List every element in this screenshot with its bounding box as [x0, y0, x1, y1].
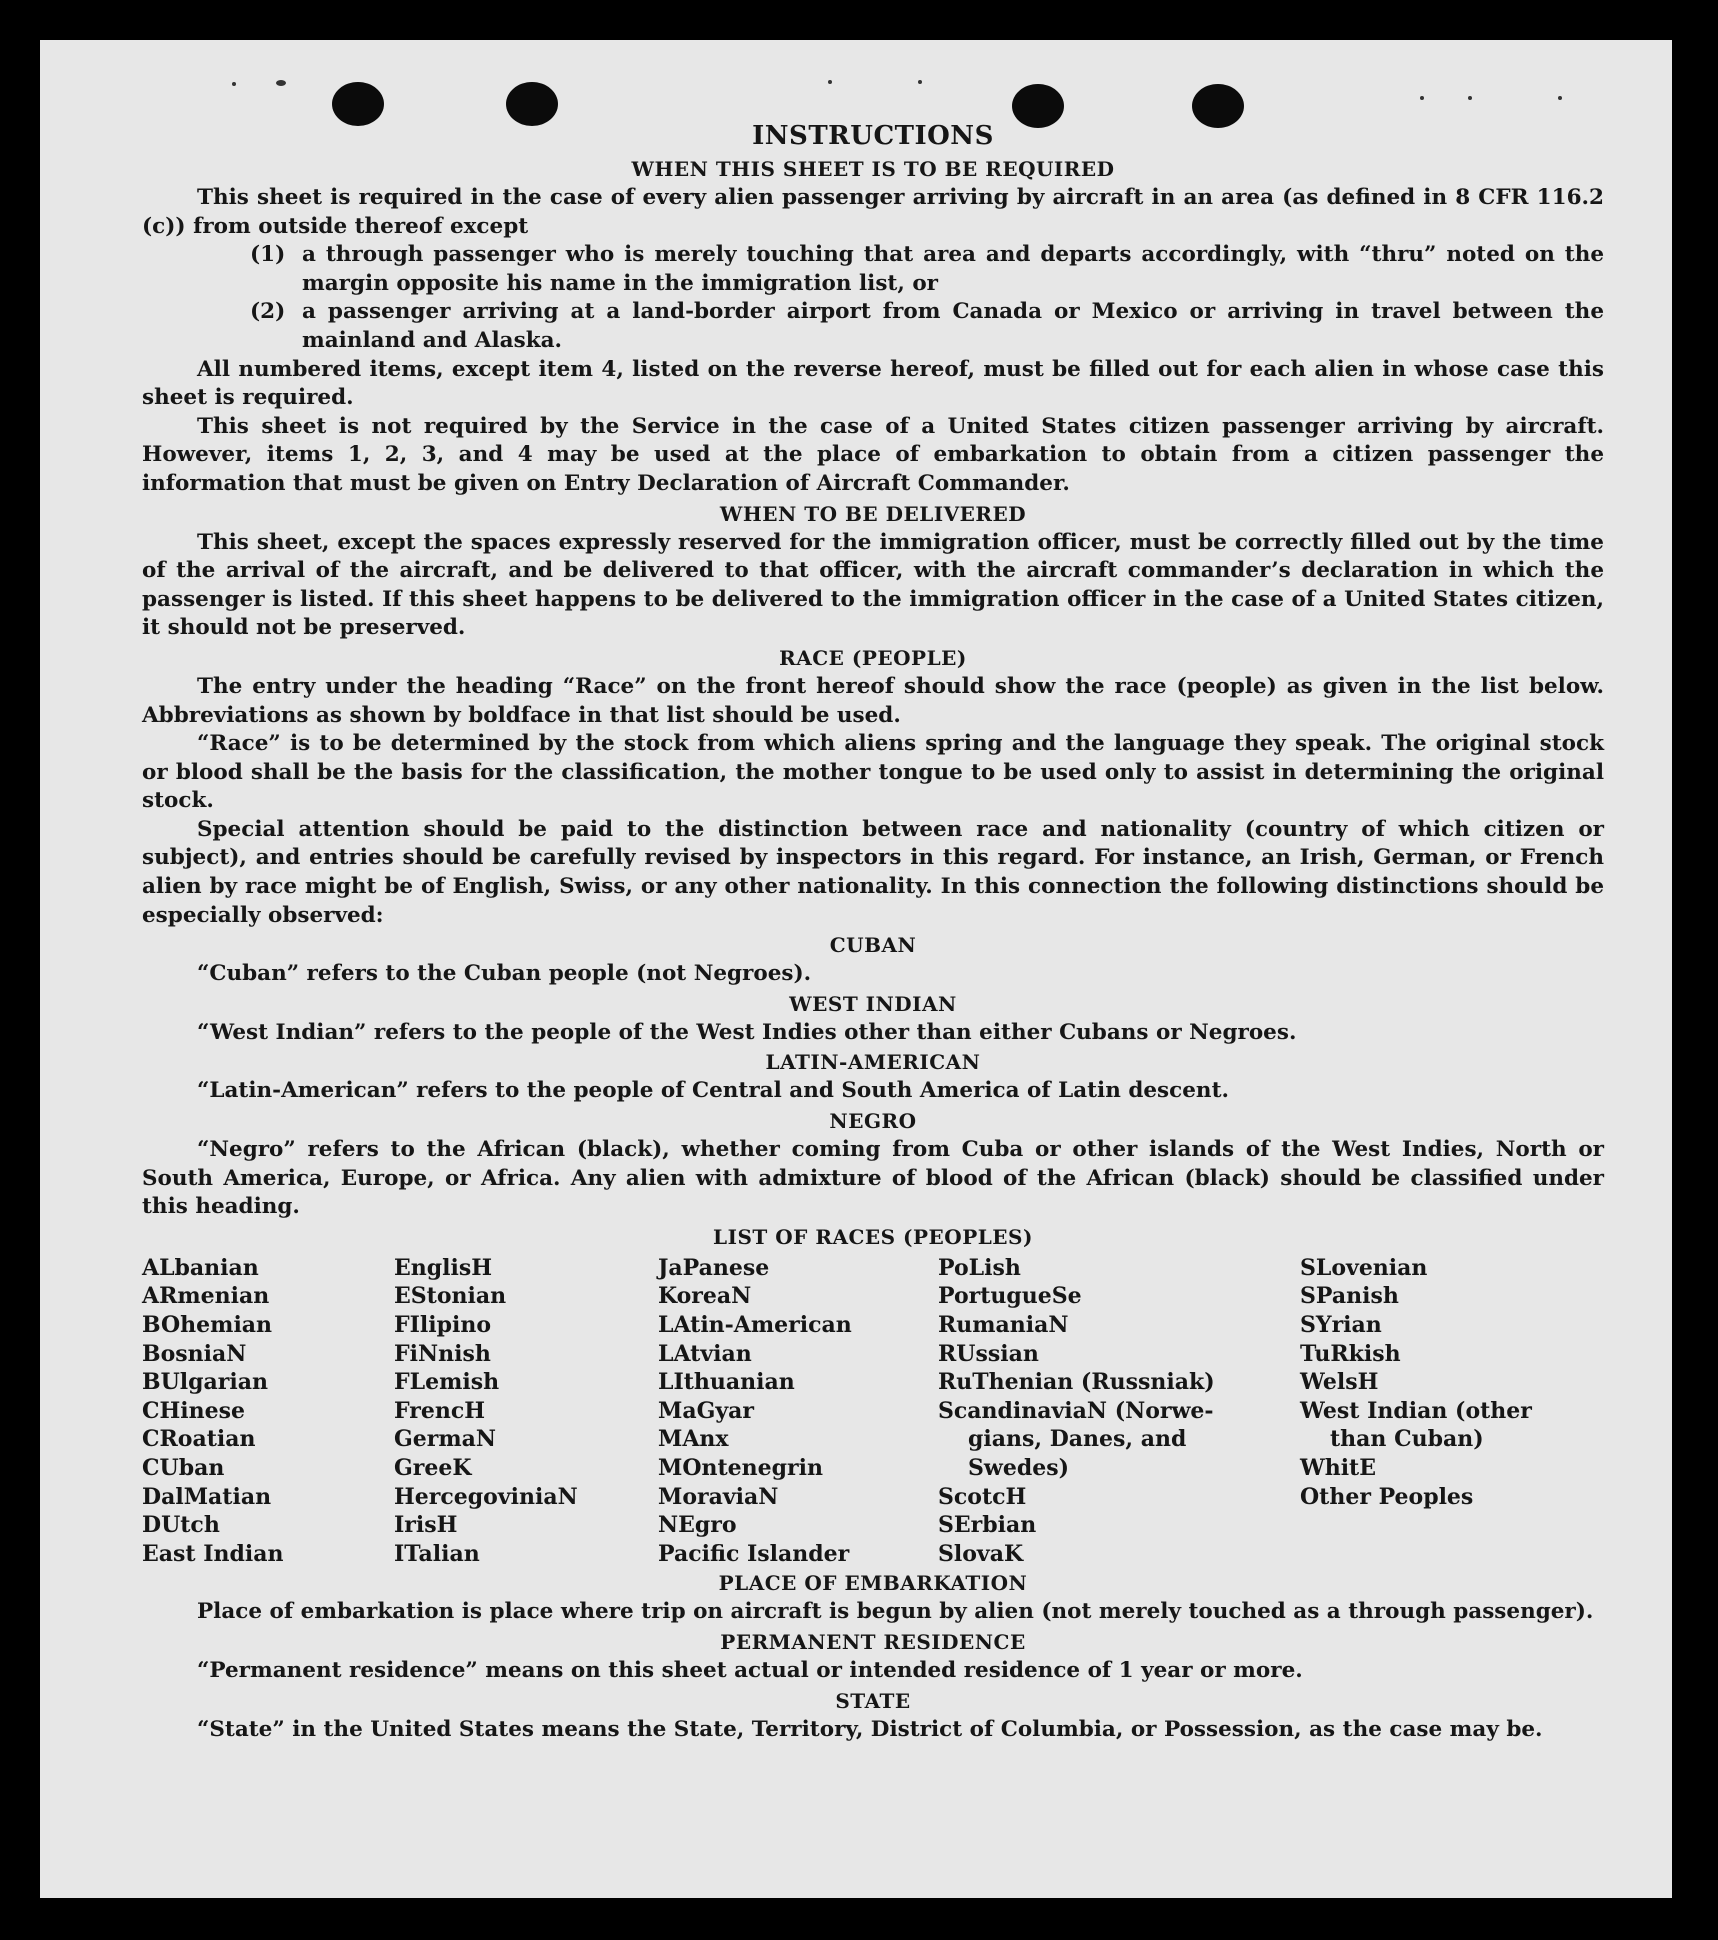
embarkation-text: Place of embarkation is place where trip on aircraft is begun by alien (not merely touched as a through passenger).: [197, 1599, 1594, 1625]
race-entry: BOhemian: [142, 1312, 273, 1338]
race-entry: BUlgarian: [142, 1369, 268, 1396]
race-entry: GreeK: [394, 1454, 472, 1481]
page-title: INSTRUCTIONS: [752, 121, 994, 151]
when-delivered-text: This sheet, except the spaces expressly reserved for the immigration officer, must be correctly filled out by the time of the arrival of the aircraft, and be delivered to that officer, with the aircraft commander’s declaration in which the passenger is listed. If this sheet happens to be delivered to the immigration officer in the case of a United States citizen, it should not be preserved.: [142, 529, 1604, 641]
when-required-para2: All numbered items, except item 4, listed on the reverse hereof, must be filled out for each alien in whose case this sheet is required.: [142, 356, 1604, 411]
speck: [276, 80, 286, 86]
heading-state: STATE: [835, 1688, 911, 1713]
heading-cuban: CUBAN: [829, 933, 917, 958]
race-entry: FiNnish: [394, 1340, 491, 1367]
speck: [1558, 96, 1562, 100]
race-entry: EnglisH: [394, 1254, 493, 1281]
heading-when-delivered: WHEN TO BE DELIVERED: [719, 501, 1027, 526]
race-entry: MAnx: [658, 1426, 729, 1453]
race-para3: Special attention should be paid to the distinction between race and nationality (country of which citizen or subject), and entries should be carefully revised by inspectors in this regard. For instance, an Irish, German, or French alien by race might be of English, Swiss, or any other nationality. In this connection the following distinctions should be especially observed:: [142, 816, 1604, 928]
race-entry: DUtch: [142, 1512, 220, 1539]
races-column-2: [394, 1254, 658, 1569]
race-entry-continued: gians, Danes, and: [968, 1426, 1187, 1453]
race-entry: FIlipino: [394, 1312, 492, 1338]
race-entry: ITalian: [394, 1540, 480, 1567]
heading-latin-american: LATIN-AMERICAN: [765, 1050, 981, 1075]
race-entry: WhitE: [1300, 1454, 1376, 1481]
race-entry: SYrian: [1300, 1312, 1382, 1338]
race-entry: RumaniaN: [938, 1312, 1069, 1338]
race-entry: SErbian: [938, 1512, 1037, 1539]
item-text: a passenger arriving at a land-border airport from Canada or Mexico or arriving in travel between the mainland and Alaska.: [302, 299, 1604, 353]
races-column-3: [658, 1254, 938, 1569]
race-para1: The entry under the heading “Race” on the front hereof should show the race (people) as given in the list below. Abbreviations as shown by boldface in that list should be used.: [142, 673, 1604, 728]
speck: [1468, 96, 1472, 100]
race-entry: RuThenian (Russniak): [938, 1369, 1215, 1396]
heading-west-indian: WEST INDIAN: [789, 991, 957, 1016]
race-entry: ALbanian: [142, 1254, 259, 1281]
race-entry: IrisH: [394, 1512, 458, 1539]
race-entry: CUban: [142, 1454, 225, 1481]
state-text: “State” in the United States means the State, Territory, District of Columbia, or Possession, as the case may be.: [197, 1716, 1543, 1742]
race-entry: DalMatian: [142, 1483, 272, 1510]
race-entry: HercegoviniaN: [394, 1483, 578, 1510]
item-text: a through passenger who is merely touching that area and departs accordingly, with “thru” noted on the margin opposite his name in the immigration list, or: [302, 242, 1604, 296]
race-entry: SPanish: [1300, 1283, 1399, 1310]
race-entry: East Indian: [142, 1540, 284, 1567]
race-entry: EStonian: [394, 1283, 507, 1310]
negro-text: “Negro” refers to the African (black), whether coming from Cuba or other islands of the West Indies, North or South America, Europe, or Africa. Any alien with admixture of blood of the African (black) should be classified under this heading.: [142, 1137, 1604, 1220]
race-entry: FLemish: [394, 1369, 500, 1396]
heading-list-of-races: LIST OF RACES (PEOPLES): [713, 1224, 1033, 1249]
speck: [1420, 96, 1424, 100]
race-para2: “Race” is to be determined by the stock from which aliens spring and the language they speak. The original stock or blood shall be the basis for the classification, the mother tongue to be used only to assist in determining the original stock.: [142, 731, 1604, 814]
race-entry: MaGyar: [658, 1397, 755, 1424]
document-page: [40, 40, 1672, 1898]
race-entry: LAtvian: [658, 1340, 752, 1367]
race-entry: TuRkish: [1300, 1340, 1401, 1367]
exception-item-1: [250, 241, 1604, 298]
race-entry: West Indian (other: [1300, 1397, 1532, 1424]
race-entry: SlovaK: [938, 1540, 1024, 1567]
cuban-text: “Cuban” refers to the Cuban people (not Negroes).: [197, 961, 812, 987]
race-entry: RUssian: [938, 1340, 1039, 1367]
when-required-intro: This sheet is required in the case of every alien passenger arriving by aircraft in an area (as defined in 8 CFR 116.2 (c)) from outside thereof except: [142, 185, 1604, 239]
races-column-1: [142, 1254, 394, 1569]
instructions-content: [142, 118, 1604, 1744]
item-number: (2): [250, 299, 286, 325]
race-entry: ScotcH: [938, 1483, 1027, 1510]
heading-embarkation: PLACE OF EMBARKATION: [718, 1571, 1028, 1596]
race-entry: CRoatian: [142, 1426, 256, 1453]
race-entry: ScandinaviaN (Norwe-: [938, 1397, 1214, 1424]
race-entry: Pacific Islander: [658, 1540, 850, 1567]
permanent-residence-text: “Permanent residence” means on this sheet actual or intended residence of 1 year or more.: [197, 1657, 1303, 1683]
race-entry: Other Peoples: [1300, 1483, 1474, 1510]
race-entry: CHinese: [142, 1397, 246, 1424]
race-entry: PortugueSe: [938, 1283, 1082, 1310]
race-entry: ARmenian: [142, 1283, 270, 1310]
races-list: [142, 1254, 1604, 1569]
race-entry: PoLish: [938, 1254, 1021, 1281]
heading-permanent-residence: PERMANENT RESIDENCE: [720, 1629, 1026, 1654]
race-entry: KoreaN: [658, 1283, 752, 1310]
heading-race: RACE (PEOPLE): [779, 645, 967, 670]
heading-when-required: WHEN THIS SHEET IS TO BE REQUIRED: [631, 157, 1115, 181]
item-number: (1): [250, 242, 286, 268]
race-entry: SLovenian: [1300, 1254, 1428, 1281]
race-entry: LAtin-American: [658, 1312, 852, 1338]
races-column-5: [1300, 1254, 1560, 1569]
race-entry: FrencH: [394, 1397, 485, 1424]
race-entry: LIthuanian: [658, 1369, 795, 1396]
races-column-4: [938, 1254, 1300, 1569]
heading-negro: NEGRO: [829, 1109, 917, 1134]
speck: [232, 82, 236, 86]
when-required-para3: This sheet is not required by the Service in the case of a United States citizen passenger arriving by aircraft. However, items 1, 2, 3, and 4 may be used at the place of embarkation to obtain from a citizen passenger the information that must be given on Entry Declaration of Aircraft Commander.: [142, 413, 1604, 496]
exception-item-2: [250, 298, 1604, 355]
race-entry: NEgro: [658, 1512, 737, 1539]
race-entry: MoraviaN: [658, 1483, 779, 1510]
race-entry-continued: than Cuban): [1330, 1426, 1484, 1453]
race-entry: BosniaN: [142, 1340, 247, 1367]
race-entry: GermaN: [394, 1426, 497, 1453]
race-entry: MOntenegrin: [658, 1454, 823, 1481]
west-indian-text: “West Indian” refers to the people of the West Indies other than either Cubans or Negroes.: [197, 1019, 1297, 1045]
race-entry-continued: Swedes): [968, 1454, 1069, 1481]
speck: [918, 80, 922, 84]
speck: [828, 80, 832, 84]
latin-american-text: “Latin-American” refers to the people of Central and South America of Latin descent.: [197, 1078, 1229, 1104]
race-entry: JaPanese: [658, 1254, 770, 1281]
race-entry: WelsH: [1300, 1369, 1379, 1396]
